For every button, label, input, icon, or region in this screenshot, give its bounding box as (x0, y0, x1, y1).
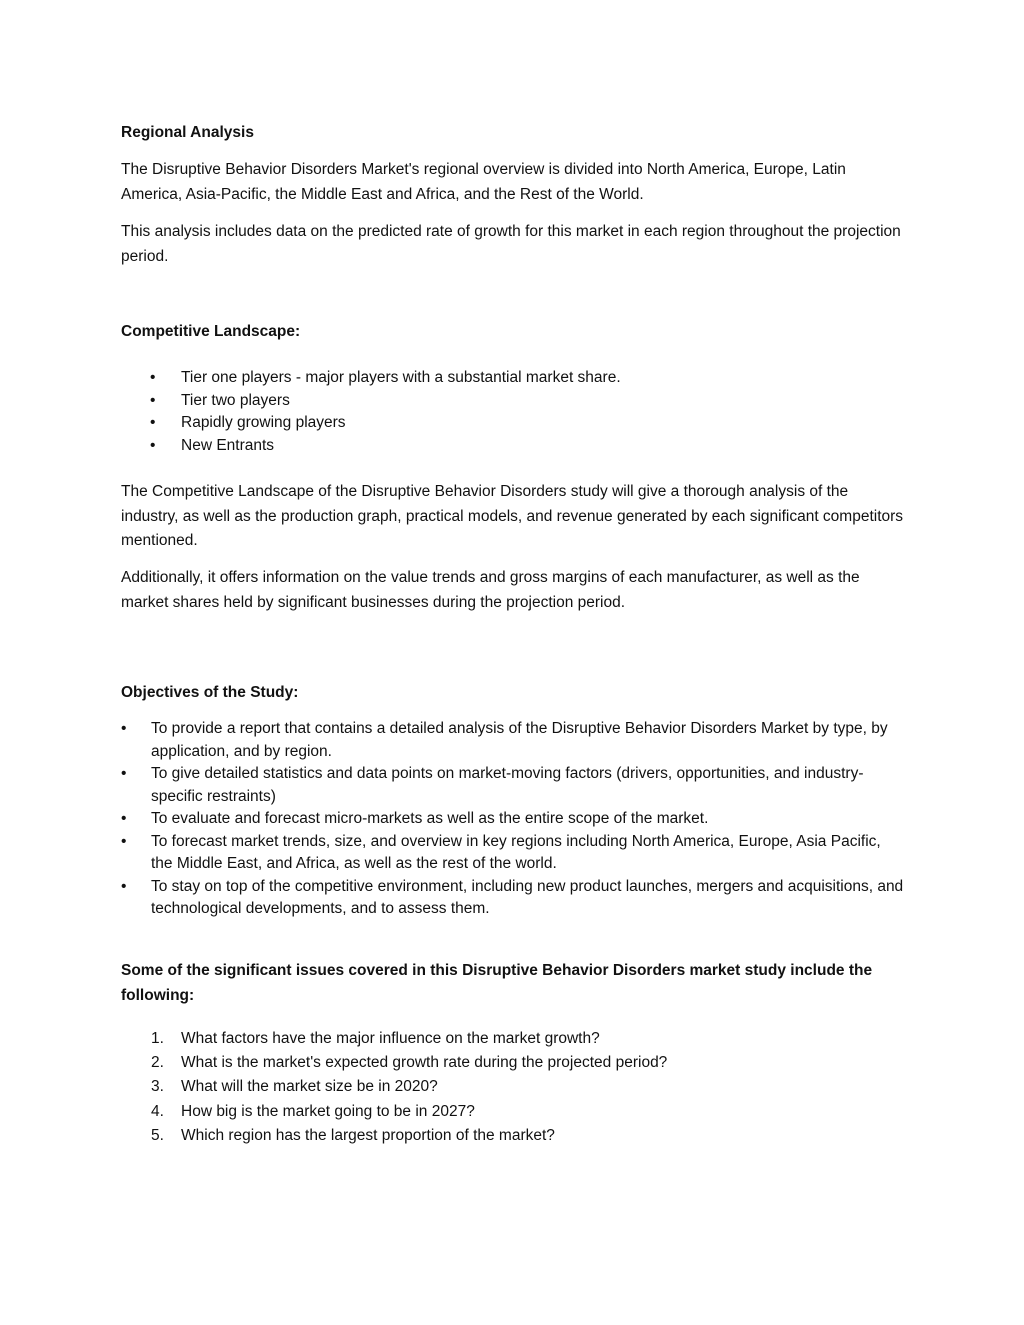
significant-issues-heading: Some of the significant issues covered in this Disruptive Behavior Disorders market study include the following: (121, 962, 873, 1004)
questions-list (121, 1027, 906, 1148)
list-item: 3. What will the market size be in 2020? (121, 1075, 906, 1099)
regional-analysis-heading: Regional Analysis (121, 124, 254, 141)
bullet-icon: • (121, 832, 127, 850)
regional-analysis-paragraph-2: This analysis includes data on the predicted rate of growth for this market in each region throughout the projection period. (121, 223, 901, 265)
list-number: 5. (151, 1126, 164, 1144)
bullet-icon: • (121, 877, 127, 895)
list-number: 1. (151, 1030, 164, 1047)
list-item: • To stay on top of the competitive environment, including new product launches, mergers and acquisitions, and technological developments, and to assess them. (121, 877, 904, 917)
list-number: 2. (151, 1054, 164, 1072)
bullet-icon: • (121, 810, 127, 827)
list-item: 2. What is the market's expected growth rate during the projected period? (121, 1051, 906, 1075)
list-item: • To evaluate and forecast micro-markets as well as the entire scope of the market. (121, 808, 906, 831)
list-item: • New Entrants (121, 435, 906, 458)
regional-analysis-paragraph-1: The Disruptive Behavior Disorders Market's regional overview is divided into North America, Europe, Latin America, Asia-Pacific, the Middle East and Africa, and the Rest of the World. (121, 161, 846, 203)
list-number: 4. (151, 1102, 164, 1120)
list-item: 5. Which region has the largest proportion of the market? (121, 1124, 906, 1148)
list-item: 1. What factors have the major influence on the market growth? (121, 1027, 906, 1051)
bullet-icon: • (150, 369, 156, 386)
bullet-icon: • (121, 720, 127, 737)
list-item: 4. How big is the market going to be in 2027? (121, 1100, 906, 1124)
bullet-icon: • (150, 414, 156, 431)
competitive-landscape-paragraph-2: Additionally, it offers information on the value trends and gross margins of each manufacturer, as well as the market shares held by significant businesses during the projection period. (121, 569, 860, 611)
list-item: • To give detailed statistics and data points on market-moving factors (drivers, opportunities, and industry-specific restraints) (121, 765, 864, 805)
bullet-icon: • (150, 391, 156, 409)
competitive-landscape-heading: Competitive Landscape: (121, 323, 301, 340)
list-item: • Rapidly growing players (121, 412, 906, 435)
objectives-list (121, 718, 906, 921)
list-item: • To provide a report that contains a detailed analysis of the Disruptive Behavior Disorders Market by type, by application, and by region. (121, 720, 888, 760)
bullet-icon: • (121, 765, 127, 782)
list-item: • To forecast market trends, size, and overview in key regions including North America, Europe, Asia Pacific, the Middle East, and Africa, as well as the rest of the world. (121, 832, 881, 872)
list-item: • Tier one players - major players with a substantial market share. (121, 367, 906, 390)
competitive-bullet-list (121, 367, 906, 457)
list-item: • Tier two players (121, 390, 906, 413)
list-number: 3. (151, 1078, 164, 1096)
objectives-heading: Objectives of the Study: (121, 684, 299, 701)
competitive-landscape-paragraph-1: The Competitive Landscape of the Disruptive Behavior Disorders study will give a thorough analysis of the industry, as well as the production graph, practical models, and revenue generated by each significant competitors mentioned. (121, 483, 904, 549)
bullet-icon: • (150, 436, 156, 454)
